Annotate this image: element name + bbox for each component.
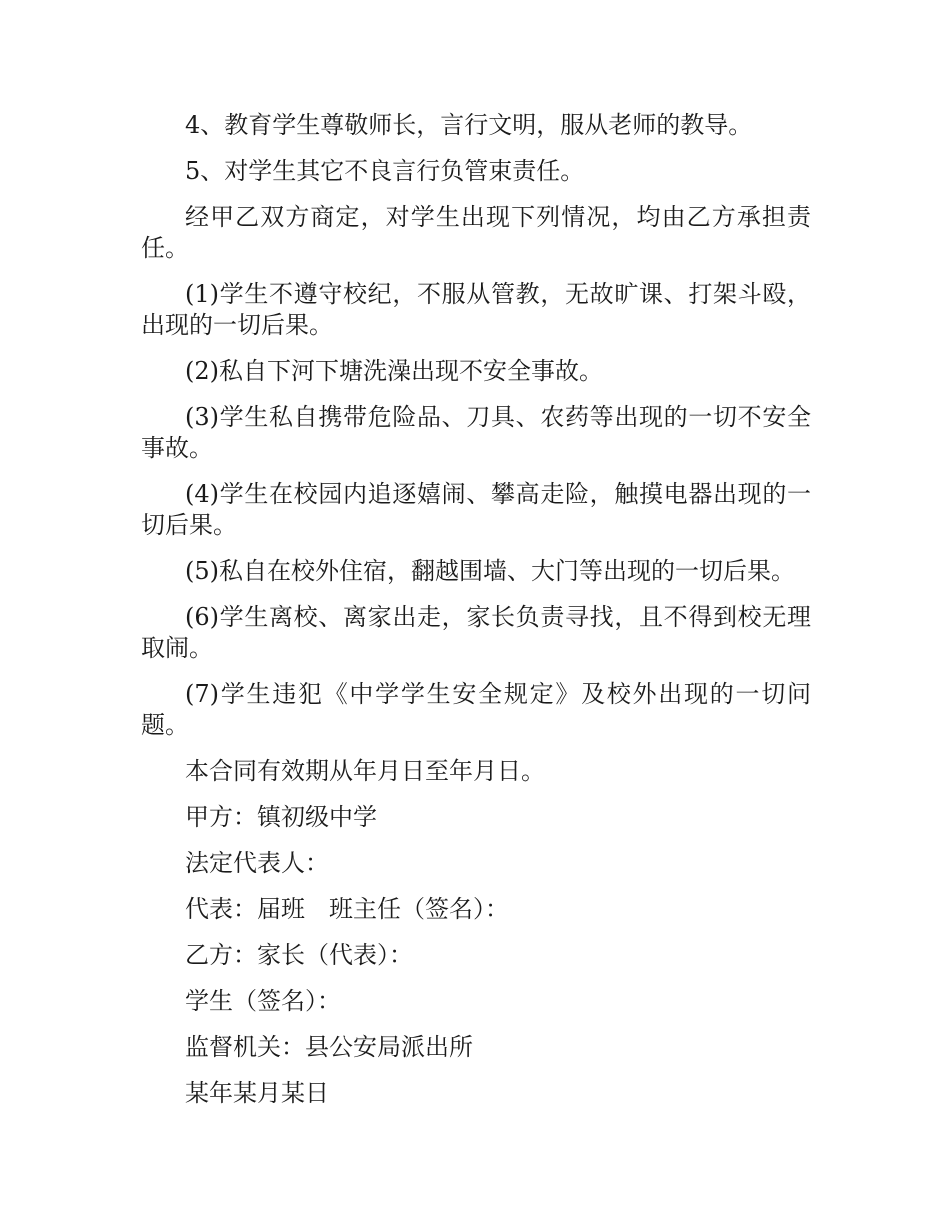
liability-item-2: (2)私自下河下塘洗澡出现不安全事故。 — [185, 357, 603, 385]
class-teacher-signature: 代表：届班 班主任（签名）： — [185, 895, 509, 923]
supervising-authority: 监督机关：县公安局派出所 — [185, 1033, 473, 1061]
liability-item-4: (4)学生在校园内追逐嬉闹、攀高走险，触摸电器出现的一切后果。 — [141, 480, 811, 539]
liability-intro: 经甲乙双方商定，对学生出现下列情况，均由乙方承担责任。 — [141, 203, 811, 262]
legal-representative: 法定代表人： — [185, 849, 329, 877]
clause-5: 5、对学生其它不良言行负管束责任。 — [185, 157, 585, 185]
signing-date: 某年某月某日 — [185, 1079, 329, 1107]
liability-item-1: (1)学生不遵守校纪，不服从管教，无故旷课、打架斗殴，出现的一切后果。 — [141, 280, 811, 339]
liability-item-5: (5)私自在校外住宿，翻越围墙、大门等出现的一切后果。 — [185, 557, 795, 585]
liability-item-3: (3)学生私自携带危险品、刀具、农药等出现的一切不安全事故。 — [141, 403, 811, 462]
contract-validity: 本合同有效期从年月日至年月日。 — [185, 757, 545, 785]
liability-item-7: (7)学生违犯《中学学生安全规定》及校外出现的一切问题。 — [141, 680, 811, 739]
clause-4: 4、教育学生尊敬师长，言行文明，服从老师的教导。 — [185, 111, 753, 139]
party-a: 甲方：镇初级中学 — [185, 803, 377, 831]
student-signature: 学生（签名）： — [185, 987, 341, 1015]
liability-item-6: (6)学生离校、离家出走，家长负责寻找，且不得到校无理取闹。 — [141, 603, 811, 662]
document-body — [141, 110, 811, 1124]
party-b: 乙方：家长（代表）： — [185, 941, 413, 969]
